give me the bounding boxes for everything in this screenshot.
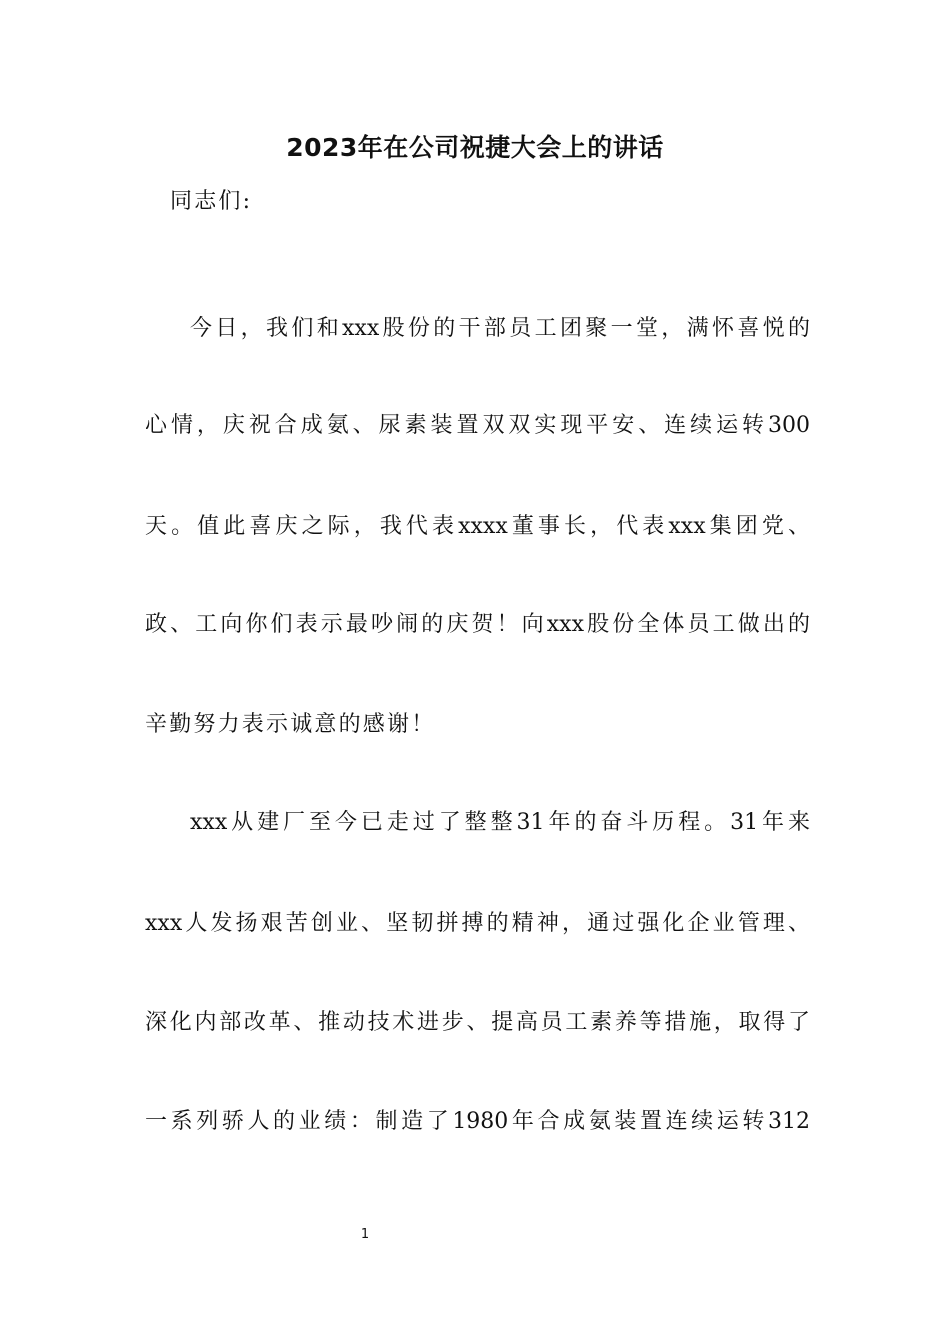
paragraph-line: 今日，我们和xxx股份的干部员工团聚一堂，满怀喜悦的 xyxy=(190,316,810,341)
page-number: 1 xyxy=(360,1227,370,1242)
paragraph-line: 天。值此喜庆之际，我代表xxxx董事长，代表xxx集团党、 xyxy=(145,514,810,539)
salutation: 同志们: xyxy=(170,189,253,214)
paragraph-line: xxx人发扬艰苦创业、坚韧拼搏的精神，通过强化企业管理、 xyxy=(145,911,810,936)
paragraph-line: xxx从建厂至今已走过了整整31年的奋斗历程。31年来 xyxy=(190,810,810,835)
document-title: 2023年在公司祝捷大会上的讲话 xyxy=(286,133,664,162)
paragraph-line: 一系列骄人的业绩：制造了1980年合成氨装置连续运转312 xyxy=(145,1109,810,1134)
paragraph-line: 政、工向你们表示最吵闹的庆贺！向xxx股份全体员工做出的 xyxy=(145,612,810,637)
paragraph-line: 心情，庆祝合成氨、尿素装置双双实现平安、连续运转300 xyxy=(145,413,810,438)
paragraph-line: 辛勤努力表示诚意的感谢！ xyxy=(145,712,436,737)
paragraph-line: 深化内部改革、推动技术进步、提高员工素养等措施，取得了 xyxy=(145,1010,810,1035)
